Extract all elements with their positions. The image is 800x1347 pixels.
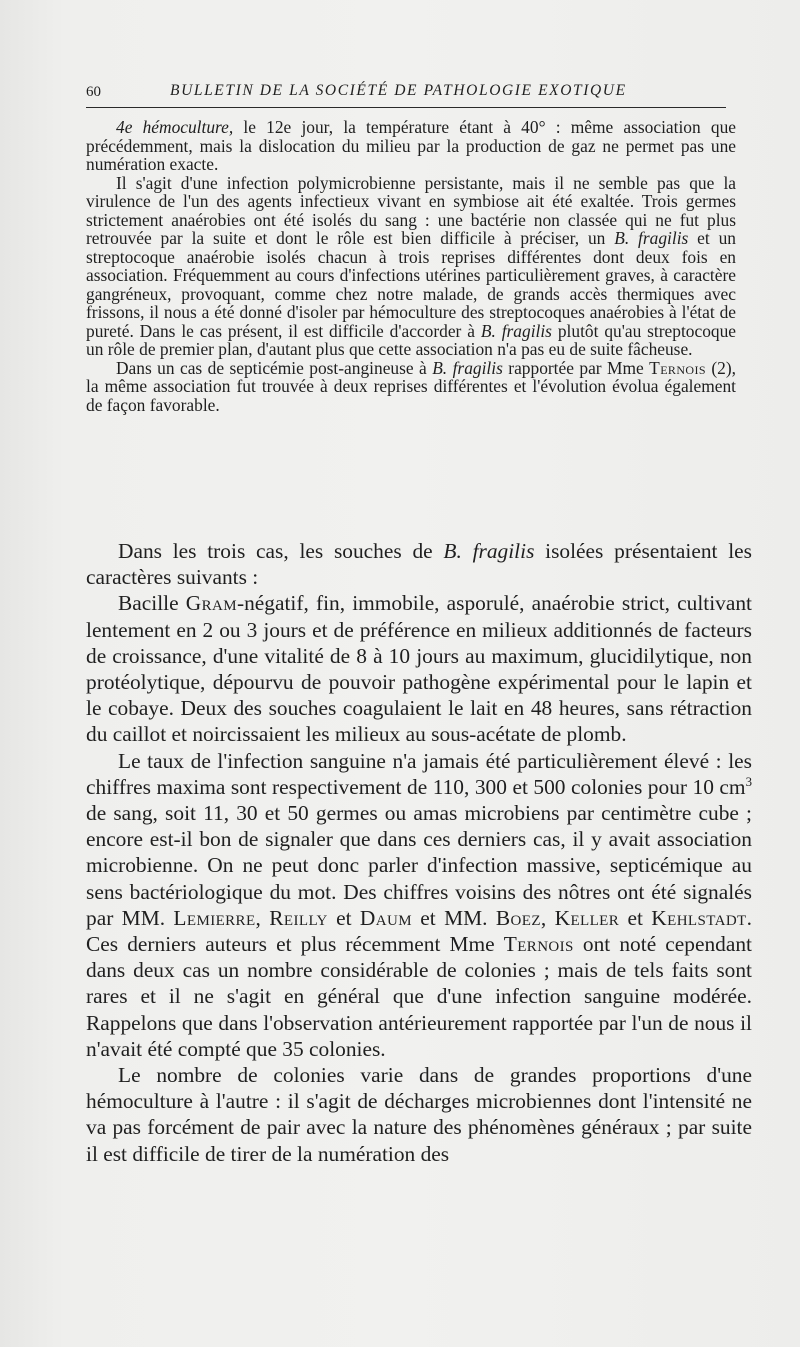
paragraph-polymicrobial-infection (86, 174, 736, 359)
page-header (86, 80, 726, 106)
small-print-section (86, 118, 736, 414)
text-run: ont noté cependant dans deux cas un nombre considérable de colonies ; mais de tels faits sont rares et il ne s'agit en général que d'une infection sanguine modérée. Rappelons que dans l'observation antérieurement rapportée par l'un de nous il n'avait été compté que 35 colonies. (86, 932, 752, 1061)
text-run: le 12e jour, la température étant à 40° : même association que précédemment, mais la dislocation du milieu par la production de gaz ne permet pas une numération exacte. (86, 117, 736, 174)
text-run: . Ces derniers auteurs et plus récemment Mme (86, 905, 752, 957)
text-run: , (540, 905, 555, 930)
text-run: de sang, soit 11, 30 et 50 germes ou amas microbiens par centimètre cube ; encore est-il bon de signaler que dans ces derniers cas, il y avait association microbienne. On ne peut donc parler d'infection massive, septicémique au sens bactériologique du mot. Des chiffres voisins des nôtres ont été signalés par MM. (86, 801, 752, 930)
author-name: Ternois (503, 932, 574, 957)
species-name: B. fragilis (432, 357, 503, 378)
species-name: B. fragilis (480, 320, 552, 341)
main-text-section (86, 538, 752, 1167)
page-number: 60 (86, 84, 101, 100)
paragraph-bacillus-characteristics (86, 590, 752, 747)
running-head: BULLETIN DE LA SOCIÉTÉ DE PATHOLOGIE EXOTIQUE (170, 82, 627, 99)
text-run: Le nombre de colonies varie dans de grandes proportions d'une hémoculture à l'autre : il s'agit de décharges microbiennes dont l'intensité ne va pas forcément de pair avec la nature des phénomènes généraux ; par suite il est difficile de tirer de la numération des (86, 1063, 752, 1166)
text-run: isolées présentaient les caractères suivants : (86, 539, 752, 590)
author-name: Ternois (649, 357, 706, 378)
text-run: et (327, 905, 360, 930)
author-name: Daum (359, 905, 412, 930)
header-rule (86, 107, 726, 108)
text-run: (2), la même association fut trouvée à deux reprises différentes et l'évolution évolua également de façon favorable. (86, 357, 736, 415)
paragraph-infection-rate (86, 748, 752, 1062)
author-name: Kehlstadt (651, 905, 747, 930)
text-run: et MM. (411, 905, 496, 930)
text-run: Il s'agit d'une infection polymicrobienne persistante, mais il ne semble pas que la virulence de l'un des agents infectieux vivant en symbiose ait été exaltée. Trois germes strictement anaérobies ont été isolés du sang : une bactérie non classée qui ne fut plus retrouvée par la suite et dont le rôle est bien difficile à préciser, un (86, 172, 736, 248)
italic-label: 4e hémoculture, (116, 117, 234, 137)
text-run: et un streptocoque anaérobie isolés chacun à trois reprises différentes dont deux fois en association. Fréquemment au cours d'infections utérines particulièrement graves, à caractère gangréneux, provoquant, comme chez notre malade, de grands accès thermiques avec frissons, il nous a été donné d'isoler par hémoculture des streptocoques anaérobies à l'état de pureté. Dans le cas présent, il est difficile d'accorder à (86, 228, 736, 341)
text-run: plutôt qu'au streptocoque un rôle de premier plan, d'autant plus que cette association n'a pas eu de suite fâcheuse. (86, 320, 737, 359)
species-name: B. fragilis (443, 539, 535, 563)
text-run: Dans les trois cas, les souches de (118, 539, 444, 563)
paragraph-fourth-hemoculture (86, 118, 736, 174)
text-run: -négatif, fin, immobile, asporulé, anaérobie strict, cultivant lentement en 2 ou 3 jours et de préférence en milieux additionnés de facteurs de croissance, d'une vitalité de 8 à 10 jours au maximum, glucidilytique, non protéolytique, dépourvu de pouvoir pathogène expérimental pour le lapin et le cobaye. Deux des souches coagulaient le lait en 48 heures, sans rétraction du caillot et noircissaient les milieux au sous-acétate de plomb. (86, 591, 752, 747)
author-name: Gram (185, 591, 237, 616)
species-name: B. fragilis (614, 228, 689, 248)
author-name: Reilly (269, 905, 328, 930)
text-run: et (619, 905, 652, 930)
text-run: rapportée par Mme (502, 357, 650, 378)
superscript: 3 (745, 774, 752, 789)
author-name: Boez (495, 905, 541, 930)
text-run: Bacille (118, 591, 186, 616)
author-name: Keller (554, 905, 620, 930)
author-name: Lemierre (173, 905, 256, 930)
text-run: Dans un cas de septicémie post-angineuse à (116, 357, 433, 378)
text-run: , (255, 905, 270, 930)
paragraph-colony-count (86, 1062, 752, 1167)
paragraph-three-cases (86, 538, 752, 590)
paragraph-post-anginal-septicemia (86, 359, 736, 415)
text-run: Le taux de l'infection sanguine n'a jamais été particulièrement élevé : les chiffres maxima sont respectivement de 110, 300 et 500 colonies pour 10 cm (86, 748, 752, 799)
